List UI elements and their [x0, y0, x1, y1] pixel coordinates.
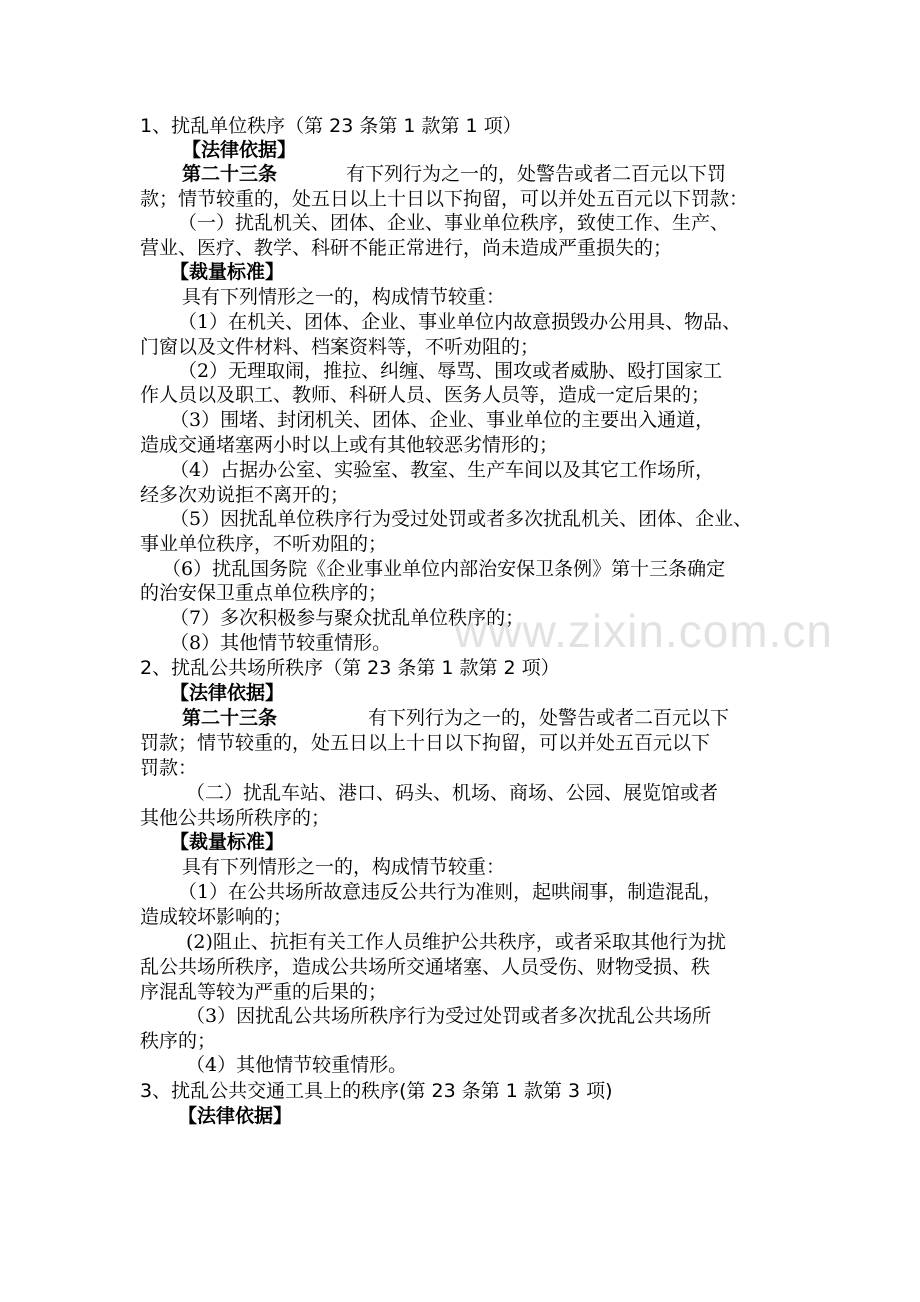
section-2-criterion-1b: 造成较坏影响的；: [140, 906, 293, 928]
section-2-legal-basis-label: 【法律依据】: [170, 682, 285, 704]
section-1-intro: 具有下列情形之一的，构成情节较重：: [182, 286, 506, 308]
section-1-criterion-3b: 造成交通堵塞两小时以上或有其他较恶劣情形的；: [140, 434, 559, 456]
section-2-criterion-4: （4）其他情节较重情形。: [186, 1054, 408, 1076]
section-1-criterion-4a: （4）占据办公室、实验室、教室、生产车间以及其它工作场所，: [170, 459, 715, 481]
section-1-article-text-2: 款；情节较重的，处五日以上十日以下拘留，可以并处五百元以下罚款：: [140, 188, 749, 210]
section-2-article-text-1: 有下列行为之一的，处警告或者二百元以下: [368, 707, 730, 729]
section-1-criterion-8: （8）其他情节较重情形。: [170, 632, 392, 654]
section-2-criterion-2c: 序混乱等较为严重的后果的；: [140, 981, 388, 1003]
section-1-criterion-5a: （5）因扰乱单位秩序行为受过处罚或者多次扰乱机关、团体、企业、: [170, 508, 753, 530]
section-1-criterion-6b: 的治安保卫重点单位秩序的；: [140, 582, 388, 604]
section-1-criterion-1a: （1）在机关、团体、企业、事业单位内故意损毁办公用具、物品、: [178, 311, 742, 333]
section-1-criterion-4b: 经多次劝说拒不离开的；: [140, 484, 350, 506]
section-2-standard-label: 【裁量标准】: [170, 831, 285, 853]
section-1-legal-basis-label: 【法律依据】: [182, 139, 297, 161]
section-2-criterion-3b: 秩序的；: [140, 1030, 217, 1052]
section-1-item-1a: （一）扰乱机关、团体、企业、事业单位秩序，致使工作、生产、: [178, 212, 730, 234]
section-2-criterion-2b: 乱公共场所秩序，造成公共场所交通堵塞、人员受伤、财物受损、秩: [140, 956, 711, 978]
section-1-criterion-2b: 作人员以及职工、教师、科研人员、医务人员等，造成一定后果的；: [140, 384, 711, 406]
section-1-article-title: 第二十三条: [182, 163, 278, 185]
watermark: www.zixin.com.cn: [454, 605, 833, 657]
section-1-item-1b: 营业、医疗、教学、科研不能正常进行，尚未造成严重损失的；: [140, 237, 673, 259]
section-2-article-text-2: 罚款；情节较重的，处五日以上十日以下拘留，可以并处五百元以下: [140, 732, 711, 754]
section-2-intro: 具有下列情形之一的，构成情节较重：: [182, 856, 506, 878]
section-1-criterion-1b: 门窗以及文件材料、档案资料等，不听劝阻的；: [140, 336, 540, 358]
section-1-criterion-3a: （3）围堵、封闭机关、团体、企业、事业单位的主要出入通道，: [170, 409, 715, 431]
section-2-criterion-2a: (2)阻止、抗拒有关工作人员维护公共秩序，或者采取其他行为扰: [186, 931, 726, 953]
section-2-criterion-1a: （1）在公共场所故意违反公共行为准则，起哄闹事，制造混乱，: [178, 881, 723, 903]
section-1-criterion-5b: 事业单位秩序，不听劝阻的；: [140, 533, 388, 555]
section-2-item-2b: 其他公共场所秩序的；: [140, 807, 331, 829]
section-3-heading: 3、扰乱公共交通工具上的秩序(第 23 条第 1 款第 3 项): [140, 1080, 613, 1102]
section-2-item-2a: （二）扰乱车站、港口、码头、机场、商场、公园、展览馆或者: [186, 782, 719, 804]
section-1-standard-label: 【裁量标准】: [170, 261, 285, 283]
section-2-article-title: 第二十三条: [182, 707, 278, 729]
section-2-article-text-3: 罚款：: [140, 757, 198, 779]
section-1-criterion-2a: （2）无理取闹，推拉、纠缠、辱骂、围攻或者威胁、殴打国家工: [178, 360, 723, 382]
section-3-legal-basis-label: 【法律依据】: [178, 1105, 293, 1127]
section-1-article-text-1: 有下列行为之一的，处警告或者二百元以下罚: [346, 163, 727, 185]
section-1-criterion-6a: （6）扰乱国务院《企业事业单位内部治安保卫条例》第十三条确定: [162, 558, 726, 580]
section-2-criterion-3a: （3）因扰乱公共场所秩序行为受过处罚或者多次扰乱公共场所: [186, 1005, 712, 1027]
section-1-criterion-7: （7）多次积极参与聚众扰乱单位秩序的；: [170, 607, 525, 629]
section-1-heading: 1、扰乱单位秩序（第 23 条第 1 款第 1 项）: [140, 115, 522, 137]
section-2-heading: 2、扰乱公共场所秩序（第 23 条第 1 款第 2 项）: [140, 657, 560, 679]
